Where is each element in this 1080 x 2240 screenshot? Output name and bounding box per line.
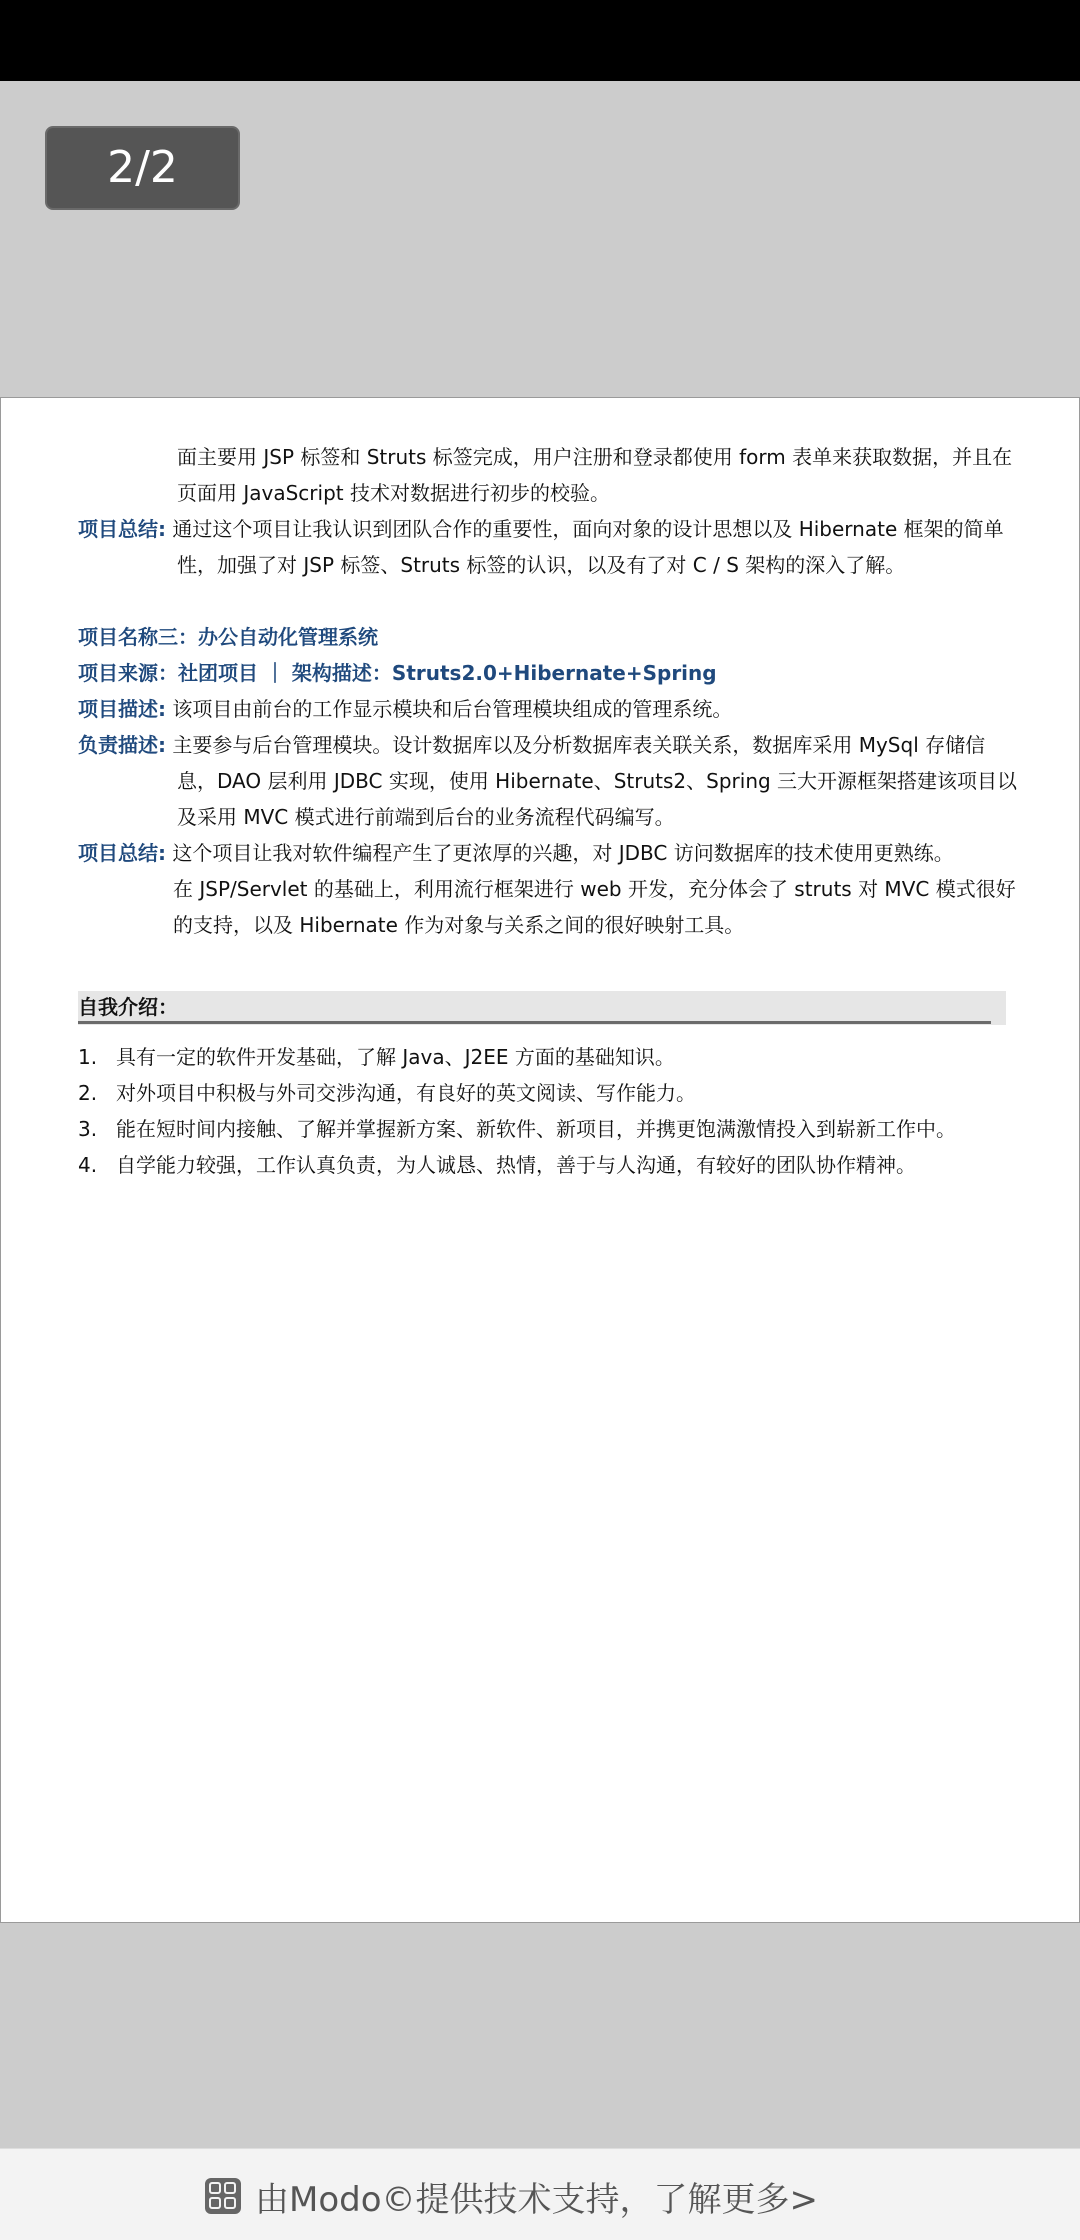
summary-text: 通过这个项目让我认识到团队合作的重要性，面向对象的设计思想以及 Hibernate 框架的简单 <box>166 517 1004 541</box>
description-label: 项目描述: <box>78 697 166 721</box>
project2-text-line: 页面用 JavaScript 技术对数据进行初步的校验。 <box>177 481 610 505</box>
summary-label: 项目总结: <box>78 841 166 865</box>
modo-support-link[interactable] <box>205 2173 818 2219</box>
project3-duty <box>78 731 985 759</box>
self-intro-title: 自我介绍： <box>78 995 178 1019</box>
list-item-number: 4. <box>78 1153 98 1177</box>
summary-label: 项目总结: <box>78 517 166 541</box>
list-item: 对外项目中积极与外司交涉沟通，有良好的英文阅读、写作能力。 <box>116 1081 696 1105</box>
project2-summary <box>78 515 1004 543</box>
list-item-number: 1. <box>78 1045 98 1069</box>
footer-bar <box>0 2148 1080 2240</box>
project3-summary-line: 的支持，以及 Hibernate 作为对象与关系之间的很好映射工具。 <box>173 913 745 937</box>
modo-logo-icon <box>205 2178 241 2214</box>
project3-summary <box>78 839 954 867</box>
status-bar <box>0 0 1080 81</box>
section-divider <box>78 1021 991 1024</box>
duty-label: 负责描述: <box>78 733 166 757</box>
list-item-number: 3. <box>78 1117 98 1141</box>
project3-duty-line: 及采用 MVC 模式进行前端到后台的业务流程代码编写。 <box>177 805 675 829</box>
document-page <box>0 397 1080 1923</box>
project3-source: 项目来源：社团项目 ｜ 架构描述：Struts2.0+Hibernate+Spring <box>78 661 717 685</box>
project3-name: 项目名称三：办公自动化管理系统 <box>78 625 378 649</box>
summary-text: 这个项目让我对软件编程产生了更浓厚的兴趣，对 JDBC 访问数据库的技术使用更熟练。 <box>166 841 954 865</box>
list-item: 能在短时间内接触、了解并掌握新方案、新软件、新项目，并携更饱满激情投入到崭新工作中。 <box>116 1117 956 1141</box>
project3-description <box>78 695 732 723</box>
list-item-number: 2. <box>78 1081 98 1105</box>
list-item: 自学能力较强，工作认真负责，为人诚恳、热情，善于与人沟通，有较好的团队协作精神。 <box>116 1153 916 1177</box>
project3-summary-line: 在 JSP/Servlet 的基础上，利用流行框架进行 web 开发，充分体会了 struts 对 MVC 模式很好 <box>173 877 1016 901</box>
footer-text: 由Modo©提供技术支持，了解更多> <box>255 2179 819 2220</box>
description-text: 该项目由前台的工作显示模块和后台管理模块组成的管理系统。 <box>166 697 733 721</box>
project2-text-line: 面主要用 JSP 标签和 Struts 标签完成，用户注册和登录都使用 form 表单来获取数据，并且在 <box>177 445 1013 469</box>
list-item: 具有一定的软件开发基础，了解 Java、J2EE 方面的基础知识。 <box>116 1045 675 1069</box>
project2-summary-line: 性，加强了对 JSP 标签、Struts 标签的认识，以及有了对 C / S 架构的深入了解。 <box>177 553 906 577</box>
self-intro-header <box>78 991 1006 1025</box>
page-indicator: 2/2 <box>45 126 240 210</box>
project3-duty-line: 息，DAO 层利用 JDBC 实现，使用 Hibernate、Struts2、Spring 三大开源框架搭建该项目以 <box>177 769 1018 793</box>
duty-text: 主要参与后台管理模块。设计数据库以及分析数据库表关联关系，数据库采用 MySql 存储信 <box>166 733 986 757</box>
